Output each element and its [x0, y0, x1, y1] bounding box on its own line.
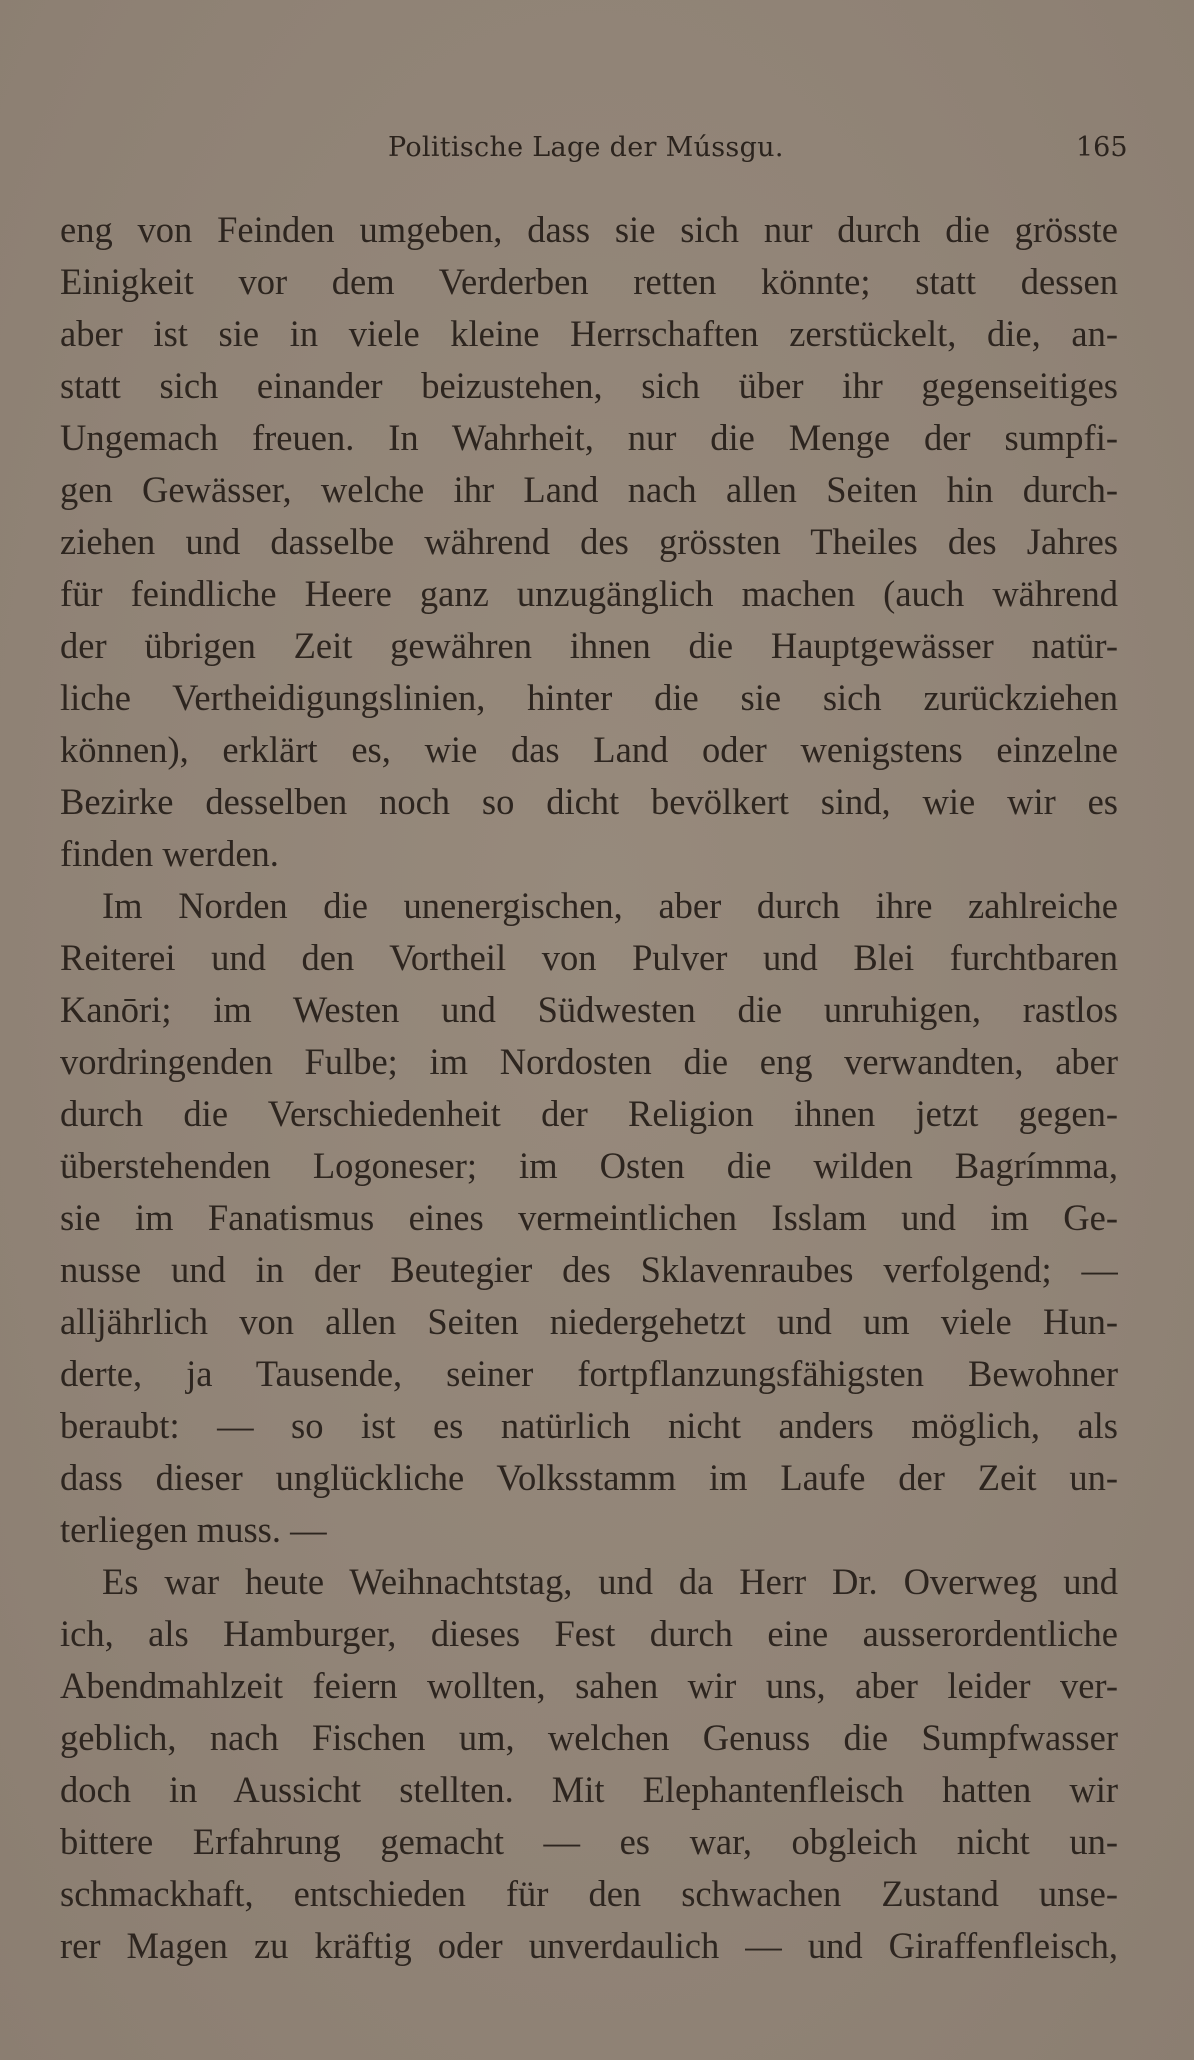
text-line: finden werden. — [60, 833, 279, 874]
text-line: beraubt: — so ist es natürlich nicht anders möglich, als — [60, 1405, 1118, 1446]
text-line: statt sich einander beizustehen, sich über ihr gegenseitiges — [60, 365, 1118, 406]
text-line: der übrigen Zeit gewähren ihnen die Hauptgewässer natür- — [60, 625, 1118, 666]
text-line: Kanōri; im Westen und Südwesten die unruhigen, rastlos — [60, 989, 1118, 1030]
text-line: alljährlich von allen Seiten niedergehetzt und um viele Hun- — [60, 1301, 1118, 1342]
text-line: für feindliche Heere ganz unzugänglich machen (auch während — [60, 573, 1118, 614]
text-line: schmackhaft, entschieden für den schwachen Zustand unse- — [60, 1873, 1118, 1914]
text-line: können), erklärt es, wie das Land oder wenigstens einzelne — [60, 729, 1118, 770]
text-line: doch in Aussicht stellten. Mit Elephantenfleisch hatten wir — [60, 1769, 1118, 1810]
body-text — [60, 204, 1118, 1972]
text-line: Abendmahlzeit feiern wollten, sahen wir uns, aber leider ver- — [60, 1665, 1118, 1706]
text-line: Im Norden die unenergischen, aber durch ihre zahlreiche — [102, 885, 1118, 926]
text-line: Einigkeit vor dem Verderben retten könnte; statt dessen — [60, 261, 1118, 302]
text-line: liche Vertheidigungslinien, hinter die sie sich zurückziehen — [60, 677, 1118, 718]
text-line: derte, ja Tausende, seiner fortpflanzungsfähigsten Bewohner — [60, 1353, 1118, 1394]
page-number: 165 — [1076, 132, 1128, 163]
text-line: Reiterei und den Vortheil von Pulver und Blei furchtbaren — [60, 937, 1118, 978]
text-line: Es war heute Weihnachtstag, und da Herr Dr. Overweg und — [102, 1561, 1118, 1602]
paragraph-1 — [60, 204, 1118, 880]
text-line: ziehen und dasselbe während des grössten Theiles des Jahres — [60, 521, 1118, 562]
paragraph-2 — [60, 880, 1118, 1556]
paragraph-3 — [60, 1556, 1118, 1972]
text-line: rer Magen zu kräftig oder unverdaulich — und Giraffenfleisch, — [60, 1925, 1118, 1966]
text-line: Ungemach freuen. In Wahrheit, nur die Menge der sumpfi- — [60, 417, 1118, 458]
text-line: ich, als Hamburger, dieses Fest durch eine ausserordentliche — [60, 1613, 1118, 1654]
text-line: nusse und in der Beutegier des Sklavenraubes verfolgend; — — [60, 1249, 1118, 1290]
text-line: gen Gewässer, welche ihr Land nach allen Seiten hin durch- — [60, 469, 1118, 510]
text-line: bittere Erfahrung gemacht — es war, obgleich nicht un- — [60, 1821, 1118, 1862]
text-line: Bezirke desselben noch so dicht bevölkert sind, wie wir es — [60, 781, 1118, 822]
text-line: dass dieser unglückliche Volksstamm im Laufe der Zeit un- — [60, 1457, 1118, 1498]
text-line: geblich, nach Fischen um, welchen Genuss die Sumpfwasser — [60, 1717, 1118, 1758]
text-line: eng von Feinden umgeben, dass sie sich nur durch die grösste — [60, 209, 1118, 250]
running-head-title: Politische Lage der Mússgu. — [388, 132, 784, 163]
text-line: durch die Verschiedenheit der Religion ihnen jetzt gegen- — [60, 1093, 1118, 1134]
text-line: vordringenden Fulbe; im Nordosten die eng verwandten, aber — [60, 1041, 1118, 1082]
running-header — [0, 132, 1194, 172]
text-line: überstehenden Logoneser; im Osten die wilden Bagrímma, — [60, 1145, 1118, 1186]
text-line: terliegen muss. — — [60, 1509, 327, 1550]
text-line: sie im Fanatismus eines vermeintlichen Isslam und im Ge- — [60, 1197, 1118, 1238]
text-line: aber ist sie in viele kleine Herrschaften zerstückelt, die, an- — [60, 313, 1118, 354]
